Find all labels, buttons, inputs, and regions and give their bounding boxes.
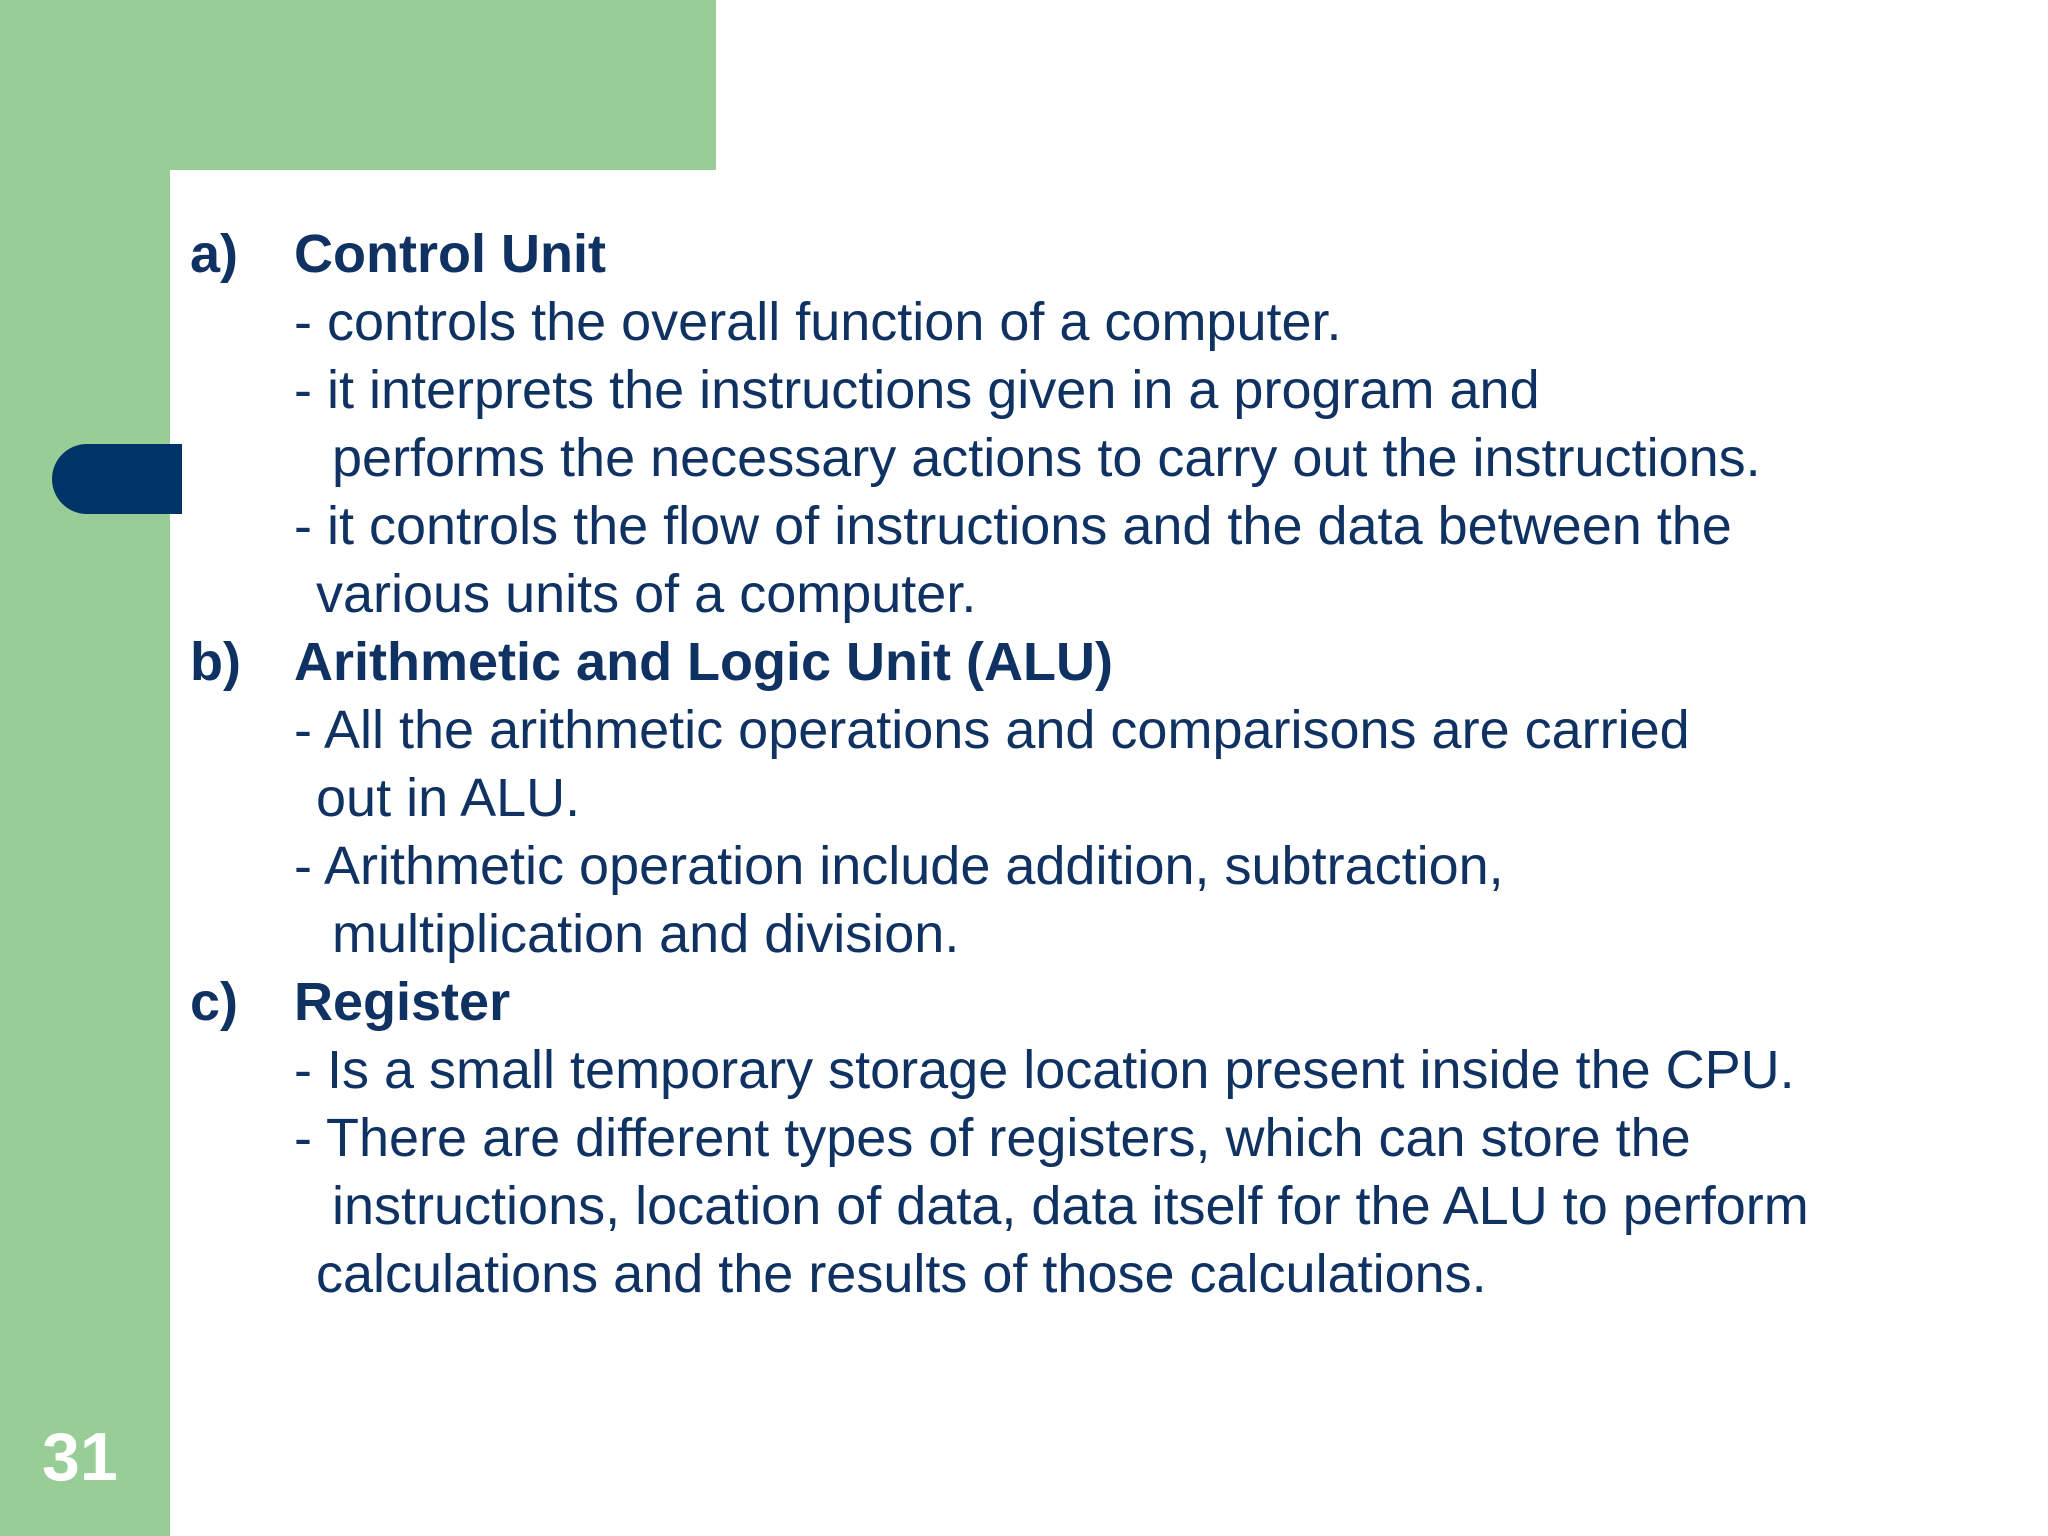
page-number: 31: [42, 1419, 118, 1495]
body-line: - it controls the flow of instructions and the data between the: [294, 496, 1732, 556]
section-marker: b): [190, 632, 241, 692]
body-line: instructions, location of data, data itself for the ALU to perform: [332, 1176, 1809, 1236]
section-marker: a): [190, 224, 239, 284]
section-heading: Arithmetic and Logic Unit (ALU): [294, 632, 1113, 692]
section-heading: Register: [294, 972, 511, 1032]
body-line: - Is a small temporary storage location present inside the CPU.: [294, 1040, 1795, 1100]
body-line: - All the arithmetic operations and comparisons are carried: [294, 700, 1690, 760]
body-line: - Arithmetic operation include addition, subtraction,: [294, 836, 1504, 896]
body-line: - There are different types of registers, which can store the: [294, 1108, 1691, 1168]
section-heading: Control Unit: [294, 224, 606, 284]
body-line: performs the necessary actions to carry out the instructions.: [332, 428, 1761, 488]
section-marker: c): [190, 972, 239, 1032]
body-line: calculations and the results of those calculations.: [316, 1244, 1487, 1304]
body-line: out in ALU.: [316, 768, 581, 828]
body-line: multiplication and division.: [332, 904, 960, 964]
body-line: - controls the overall function of a computer.: [294, 292, 1342, 352]
body-line: - it interprets the instructions given in a program and: [294, 360, 1540, 420]
body-line: various units of a computer.: [316, 564, 977, 624]
